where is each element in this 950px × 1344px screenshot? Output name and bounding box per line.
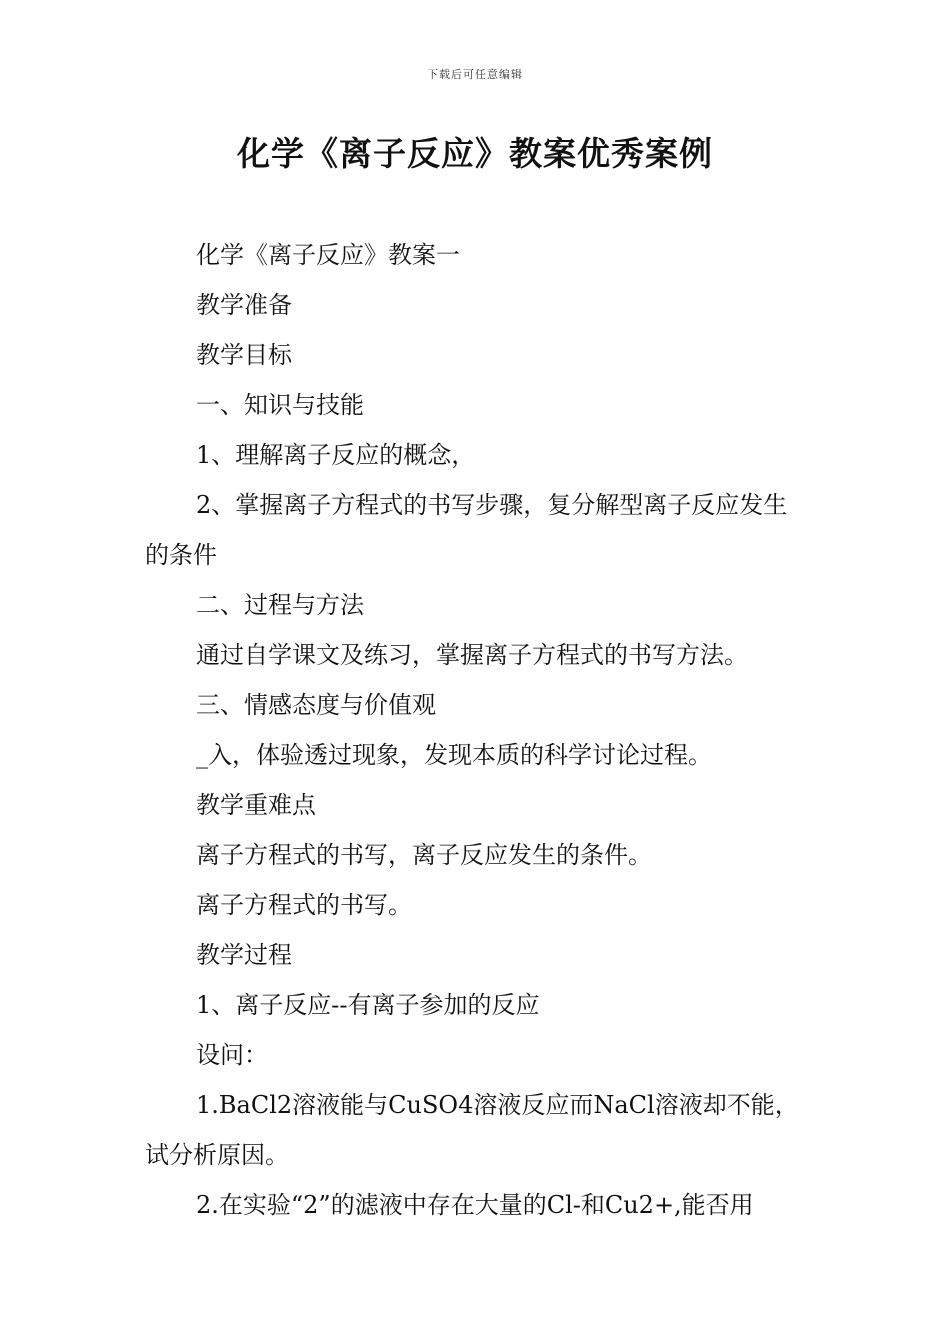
paragraph-goal-2: 2、掌握离子方程式的书写步骤，复分解型离子反应发生的条件 [145,491,788,569]
paragraph-key-point: 离子方程式的书写，离子反应发生的条件。 [196,841,652,869]
paragraph-ionic-reaction-def: 1、离子反应--有离子参加的反应 [196,991,540,1019]
paragraph-self-study: 通过自学课文及练习，掌握离子方程式的书写方法。 [196,641,748,669]
paragraph-process-methods: 二、过程与方法 [196,591,364,619]
paragraph-experience: _入，体验透过现象，发现本质的科学讨论过程。 [196,741,712,769]
paragraph-question-2: 2.在实验“2”的滤液中存在大量的Cl-和Cu2+,能否用 [196,1191,754,1219]
paragraph-attitude-values: 三、情感态度与价值观 [196,691,436,719]
document-title: 化学《离子反应》教案优秀案例 [237,134,713,173]
paragraph-teaching-goals: 教学目标 [196,341,292,369]
paragraph-lesson-heading: 化学《离子反应》教案一 [196,241,460,269]
document-body [145,230,810,1230]
paragraph-difficulty: 离子方程式的书写。 [196,891,412,919]
paragraph-teaching-prep: 教学准备 [196,291,292,319]
paragraph-key-difficulties: 教学重难点 [196,791,316,819]
paragraph-knowledge-skills: 一、知识与技能 [196,391,364,419]
paragraph-question-label: 设问： [196,1041,268,1069]
paragraph-question-1: 1.BaCl2溶液能与CuSO4溶液反应而NaCl溶液却不能，试分析原因。 [145,1091,799,1169]
paragraph-goal-1: 1、理解离子反应的概念， [196,441,476,469]
paragraph-teaching-process: 教学过程 [196,941,292,969]
header-note: 下载后可任意编辑 [427,68,523,81]
